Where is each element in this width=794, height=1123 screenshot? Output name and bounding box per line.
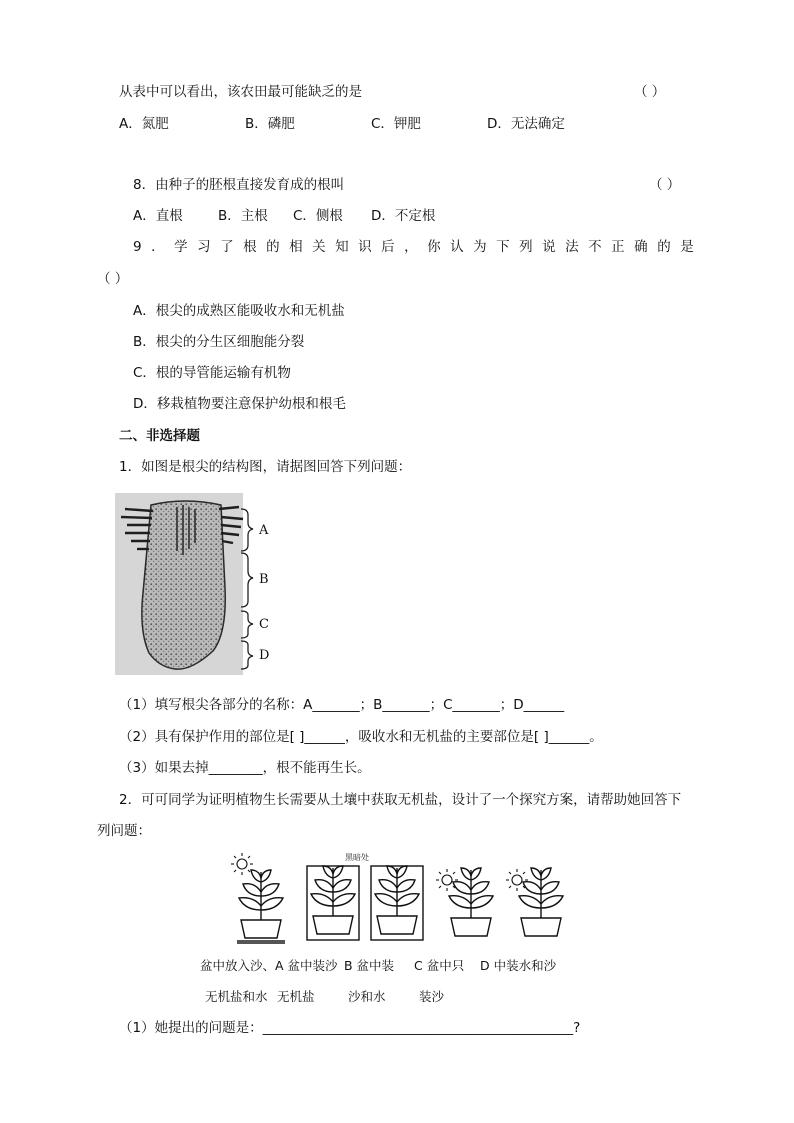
caption-4-line1: C 盆中只	[414, 958, 465, 973]
q9-option-b: B．根尖的分生区细胞能分裂	[133, 334, 305, 350]
q8-option-c: C．侧根	[293, 208, 343, 224]
region-label-d: D	[259, 648, 270, 663]
caption-1-line1: 盆中放入沙、	[200, 958, 276, 973]
s2-stem-line1: 2．可可同学为证明植物生长需要从土壤中获取无机盐，设计了一个探究方案，请帮助她回答下	[119, 792, 682, 808]
s2-stem-line2: 列问题：	[97, 823, 151, 839]
s1-stem: 1．如图是根尖的结构图，请据图回答下列问题：	[119, 459, 412, 475]
caption-2-line2: 无机盐	[277, 989, 315, 1004]
s1-sub2: （2）具有保护作用的部位是[ ]______，吸收水和无机盐的主要部位是[ ]______。	[119, 729, 603, 745]
region-label-b: B	[259, 572, 269, 587]
q8-option-d: D．不定根	[371, 208, 436, 224]
caption-5-line1: D 中装水和沙	[480, 958, 557, 973]
q8-stem: 8．由种子的胚根直接发育成的根叫	[133, 177, 345, 193]
experiment-figure	[225, 850, 570, 948]
dark-place-label: 黑暗处	[345, 853, 369, 862]
region-label-c: C	[259, 617, 269, 632]
q7-option-b: B．磷肥	[245, 116, 295, 132]
q8-answer-paren: （ ）	[649, 177, 681, 193]
q9-stem: 9．学习了根的相关知识后，你认为下列说法不正确的是	[133, 239, 703, 255]
q8-option-b: B．主根	[218, 208, 268, 224]
region-label-a: A	[259, 523, 269, 538]
caption-1-line2: 无机盐和水	[205, 989, 268, 1004]
q7-answer-paren: （ ）	[634, 84, 666, 100]
q9-option-d: D．移栽植物要注意保护幼根和根毛	[133, 396, 346, 412]
q7-option-d: D．无法确定	[487, 116, 565, 132]
plant-3-dark-box	[371, 866, 423, 940]
s1-sub1: （1）填写根尖各部分的名称：A_______；B_______；C_______；D______	[119, 697, 565, 713]
q9-option-c: C．根的导管能运输有机物	[133, 365, 291, 381]
q9-option-a: A．根尖的成熟区能吸收水和无机盐	[133, 303, 345, 319]
s1-sub3: （3）如果去掉________，根不能再生长。	[119, 760, 371, 776]
plant-2-dark-box	[307, 866, 359, 940]
caption-3-line2: 沙和水	[348, 989, 386, 1004]
q7-stem: 从表中可以看出，该农田最可能缺乏的是	[119, 84, 362, 100]
q7-option-a: A．氮肥	[119, 116, 169, 132]
plant-4	[436, 868, 493, 936]
plant-5	[506, 868, 563, 936]
plant-1	[231, 853, 285, 944]
caption-3-line1: B 盆中装	[344, 958, 395, 973]
caption-2-line1: A 盆中装沙	[275, 958, 338, 973]
q7-option-c: C．钾肥	[371, 116, 421, 132]
q9-answer-paren: （ ）	[97, 271, 129, 287]
section-title: 二、非选择题	[119, 428, 200, 444]
caption-4-line2: 装沙	[419, 989, 445, 1004]
root-tip-figure	[115, 493, 295, 675]
q8-option-a: A．直根	[133, 208, 183, 224]
s2-sub1: （1）她提出的问题是：______________________________________________?	[119, 1020, 581, 1036]
